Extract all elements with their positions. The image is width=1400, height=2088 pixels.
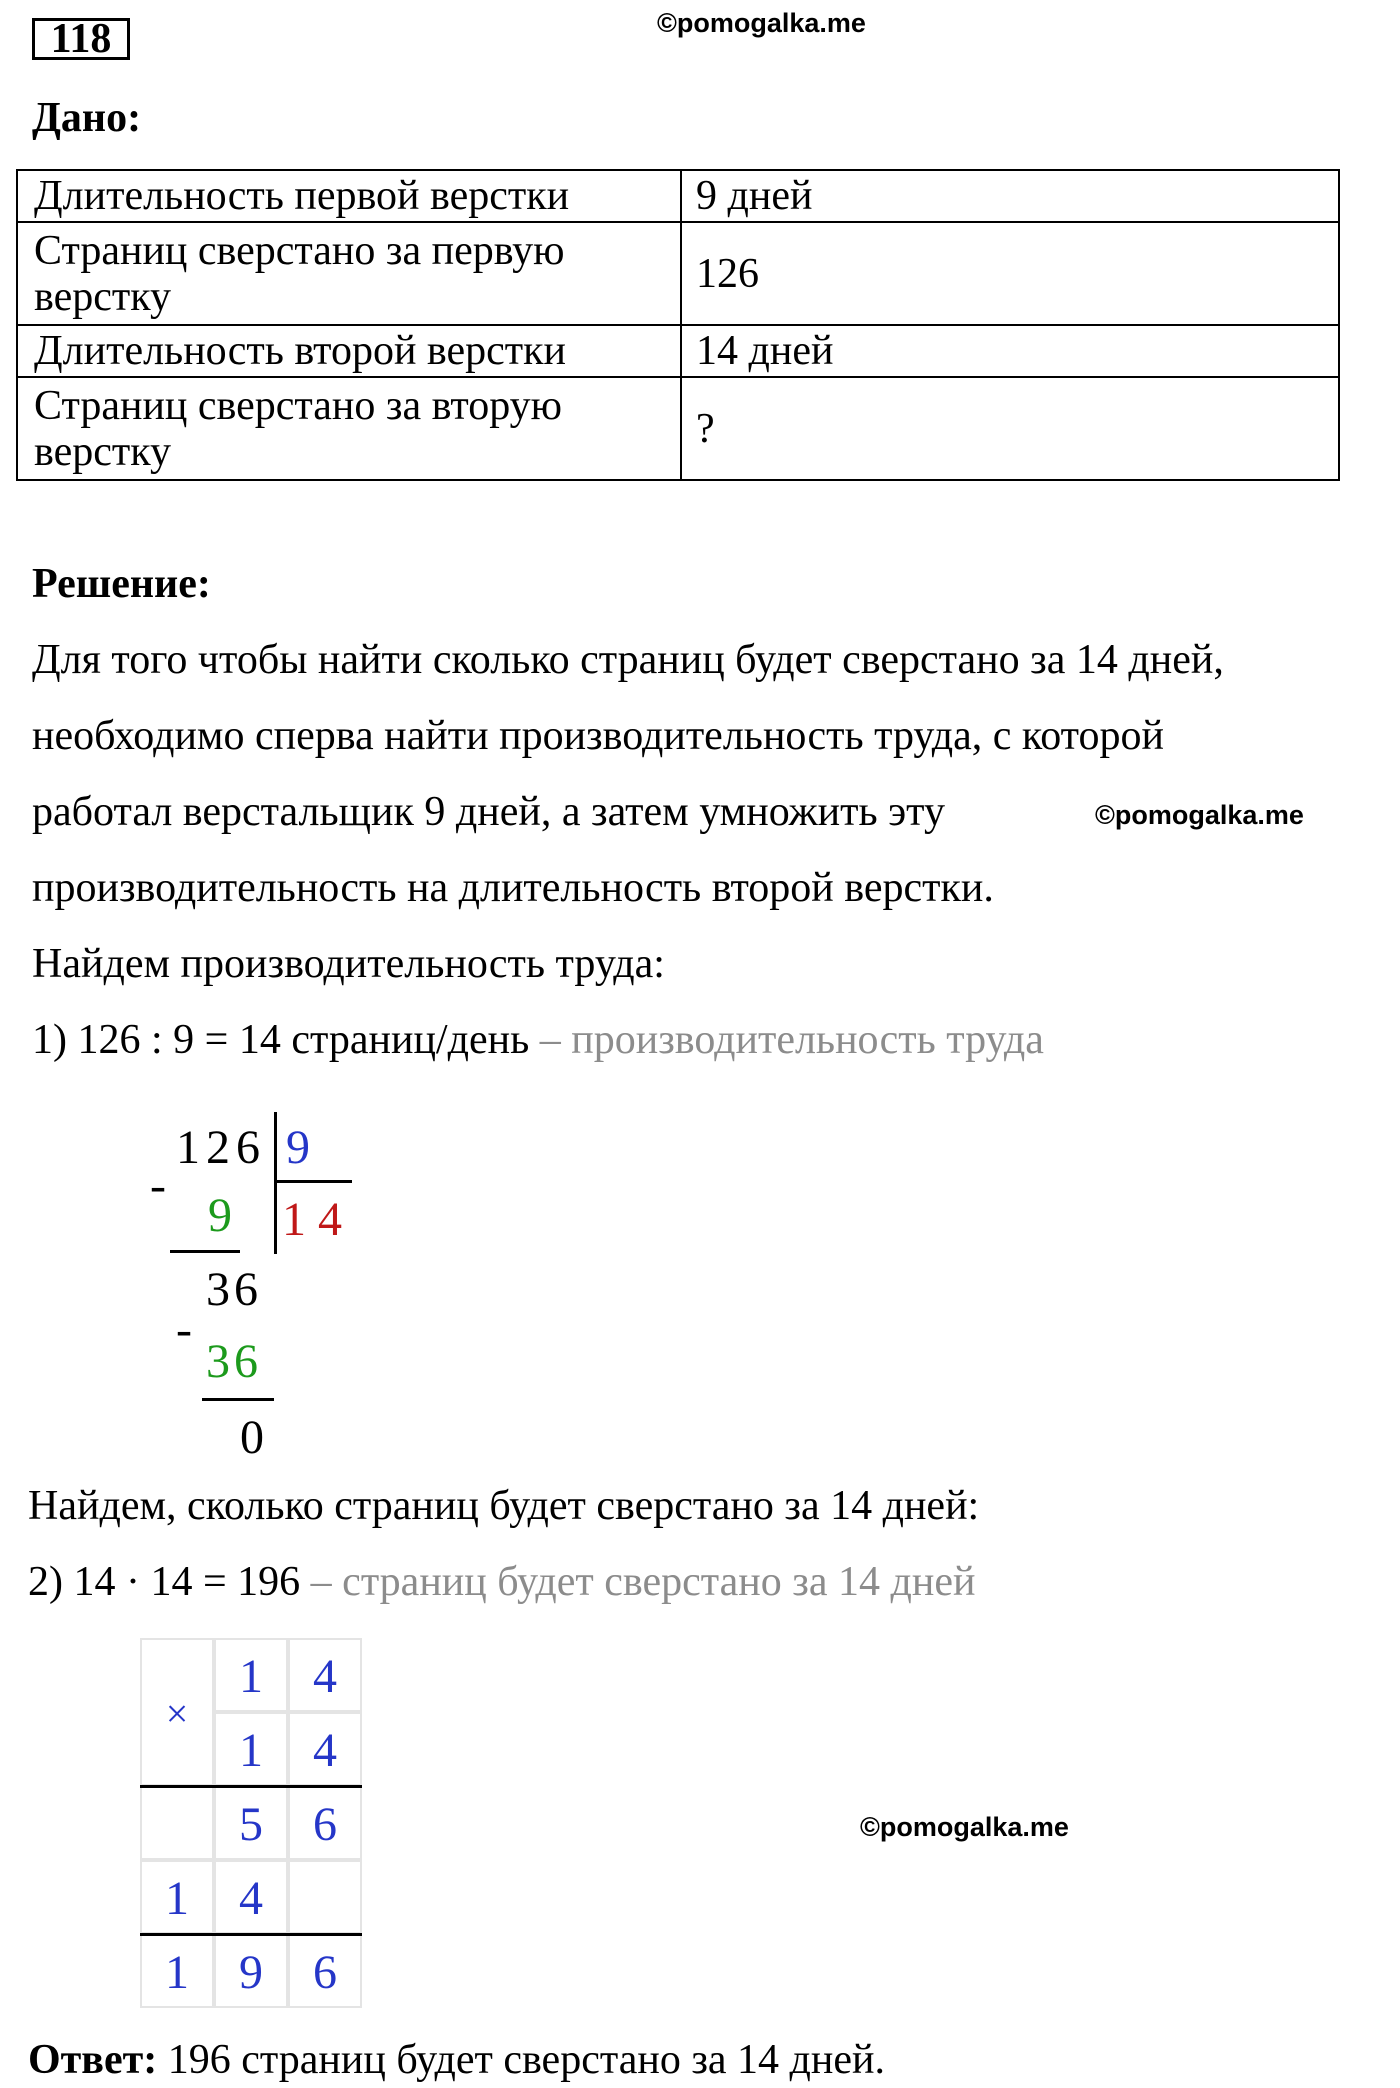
watermark-top: ©pomogalka.me [657,8,866,38]
division-minus-sign: - [150,1159,166,1212]
given-label: Длительность первой верстки [17,170,681,222]
division-underline [202,1398,274,1401]
task-number: 118 [32,18,130,60]
division-minus-sign: - [176,1303,192,1356]
table-row [17,170,1339,222]
multiplication-underline [140,1785,362,1788]
step2-expression: 2) 14 · 14 = 196 [28,1559,301,1605]
given-label-line: верстку [34,273,172,320]
find-pages-text: Найдем, сколько страниц будет сверстано за 14 дней: [28,1483,980,1529]
division-underline [170,1250,240,1253]
division-remainder: 0 [240,1411,264,1464]
grid-cell: 1 [214,1638,288,1712]
table-row [17,222,1339,325]
grid-cell: 5 [214,1786,288,1860]
solution-line: работал верстальщик 9 дней, а затем умножить эту [32,789,945,835]
grid-cell: 4 [214,1860,288,1934]
grid-cell: 4 [288,1712,362,1786]
step1-expression: 1) 126 : 9 = 14 страниц/день [32,1017,530,1063]
find-productivity-text: Найдем производительность труда: [32,941,665,987]
multiplication-sign: × [140,1638,214,1786]
solution-line: производительность на длительность второй верстки. [32,865,994,911]
solution-line: Для того чтобы найти сколько страниц будет сверстано за 14 дней, [32,637,1224,683]
given-value: 9 дней [681,170,1339,222]
grid-cell [288,1860,362,1934]
solution-line: необходимо сперва найти производительность труда, с которой [32,713,1164,759]
answer-text: 196 страниц будет сверстано за 14 дней. [157,2037,886,2083]
grid-cell: 1 [140,1860,214,1934]
division-remainder: 36 [206,1263,262,1316]
given-value: 14 дней [681,325,1339,377]
given-label-line: Страниц сверстано за первую [34,227,565,274]
given-value: ? [681,377,1339,480]
watermark-middle: ©pomogalka.me [1095,800,1304,830]
division-divisor: 9 [286,1121,310,1174]
answer-label: Ответ: [28,2037,158,2083]
solution-heading: Решение: [32,561,211,607]
division-vertical-line [274,1112,277,1254]
given-label: Длительность второй верстки [17,325,681,377]
step1-comment: – производительность труда [529,1017,1044,1063]
given-label [17,377,681,480]
division-subtrahend: 36 [206,1335,262,1388]
table-row [17,325,1339,377]
division-subtrahend: 9 [208,1189,232,1242]
given-label [17,222,681,325]
division-quotient: 14 [282,1193,354,1246]
grid-cell: 6 [288,1934,362,2008]
watermark-bottom: ©pomogalka.me [860,1812,1069,1842]
answer [28,2036,885,2084]
given-label-line: Страниц сверстано за вторую [34,382,563,429]
given-label-line: верстку [34,428,172,475]
grid-cell: 9 [214,1934,288,2008]
grid-cell: 6 [288,1786,362,1860]
step2 [28,1558,975,1606]
multiplication-underline [140,1933,362,1936]
grid-cell: 4 [288,1638,362,1712]
given-value: 126 [681,222,1339,325]
grid-cell [140,1786,214,1860]
table-row [17,377,1339,480]
division-dividend: 126 [176,1121,266,1174]
given-table [16,169,1340,481]
grid-cell: 1 [214,1712,288,1786]
step1 [32,1016,1044,1064]
given-heading: Дано: [32,95,142,141]
division-quotient-line [274,1180,352,1183]
grid-cell: 1 [140,1934,214,2008]
step2-comment: – страниц будет сверстано за 14 дней [300,1559,976,1605]
